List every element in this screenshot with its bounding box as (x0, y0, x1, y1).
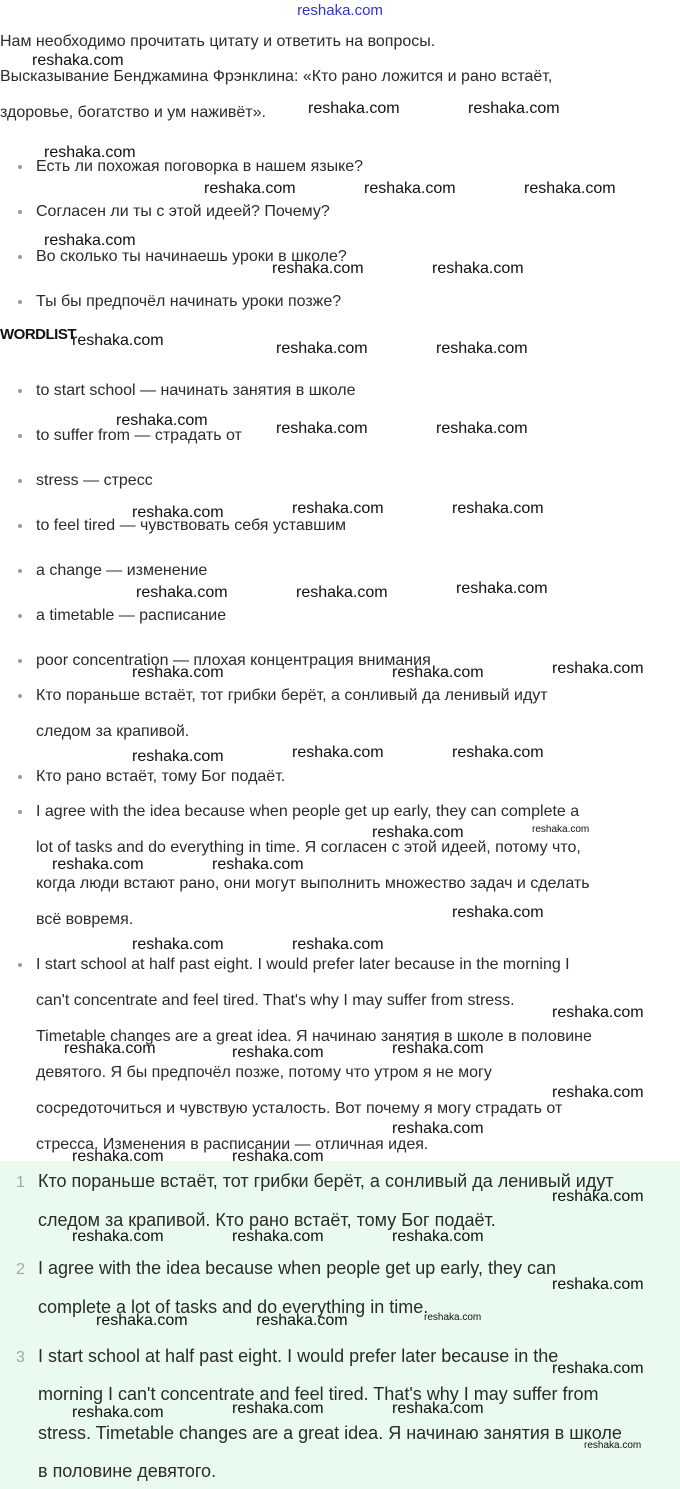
watermark-text: reshaka.com (456, 580, 548, 597)
watermark-text: reshaka.com (232, 1400, 324, 1417)
watermark-text: reshaka.com (552, 1004, 644, 1021)
final-answer-line: complete a lot of tasks and do everything in time. (38, 1297, 429, 1317)
watermark-text: reshaka.com (72, 1148, 164, 1165)
watermark-text: reshaka.com (256, 1312, 348, 1329)
watermark-text: reshaka.com (392, 664, 484, 681)
watermark-text: reshaka.com (392, 1228, 484, 1245)
bullet-icon (18, 434, 22, 438)
bullet-icon (18, 810, 22, 814)
bullet-icon (18, 479, 22, 483)
watermark-text: reshaka.com (552, 1188, 644, 1205)
watermark-text: reshaka.com (392, 1400, 484, 1417)
watermark-text: reshaka.com (296, 584, 388, 601)
final-answer-line: I agree with the idea because when people get up early, they can (38, 1258, 557, 1278)
watermark-text: reshaka.com (232, 1148, 324, 1165)
bullet-icon (18, 524, 22, 528)
watermark-text: reshaka.com (52, 856, 144, 873)
watermark-text: reshaka.com (364, 180, 456, 197)
bullet-icon (18, 963, 22, 967)
watermark-text: reshaka.com (232, 1044, 324, 1061)
watermark-text: reshaka.com (292, 936, 384, 953)
watermark-text: reshaka.com (72, 1228, 164, 1245)
watermark-text: reshaka.com (452, 744, 544, 761)
watermark-text: reshaka.com (372, 824, 464, 841)
final-answer-line: следом за крапивой. Кто рано встаёт, тому Бог подаёт. (38, 1210, 496, 1230)
watermark-text: reshaka.com (72, 1404, 164, 1421)
watermark-text: reshaka.com (392, 1040, 484, 1057)
watermark-text: reshaka.com (452, 904, 544, 921)
watermark-text: reshaka.com (436, 420, 528, 437)
watermark-text: reshaka.com (584, 1440, 642, 1451)
watermark-text: reshaka.com (232, 1228, 324, 1245)
bullet-icon (18, 694, 22, 698)
watermark-text: reshaka.com (452, 500, 544, 517)
watermark-text: reshaka.com (552, 1276, 644, 1293)
watermark-text: reshaka.com (436, 340, 528, 357)
watermark-text: reshaka.com (276, 420, 368, 437)
watermark-text: reshaka.com (136, 584, 228, 601)
bullet-icon (18, 775, 22, 779)
watermark-text: reshaka.com (276, 340, 368, 357)
watermark-text: reshaka.com (32, 52, 124, 69)
bullet-icon (18, 569, 22, 573)
watermark-text: reshaka.com (292, 744, 384, 761)
site-title-link[interactable]: reshaka.com (297, 2, 383, 19)
final-answer-line: morning I can't concentrate and feel tired. That's why I may suffer from (38, 1384, 599, 1404)
intro-line-2: Высказывание Бенджамина Фрэнклина: «Кто рано ложится и рано встаёт, (0, 68, 553, 85)
watermark-text: reshaka.com (552, 1360, 644, 1377)
final-answer-line: I start school at half past eight. I would prefer later because in the (38, 1346, 559, 1366)
watermark-text: reshaka.com (116, 412, 208, 429)
watermark-text: reshaka.com (132, 936, 224, 953)
watermark-text: reshaka.com (392, 1120, 484, 1137)
watermark-text: reshaka.com (468, 100, 560, 117)
watermark-text: reshaka.com (292, 500, 384, 517)
answer-number: 1 (16, 1174, 25, 1191)
bullet-icon (18, 255, 22, 259)
bullet-icon (18, 659, 22, 663)
watermark-text: reshaka.com (132, 504, 224, 521)
wordlist-heading: WORDLIST (0, 326, 76, 343)
watermark-text: reshaka.com (72, 332, 164, 349)
final-answer-line: в половине девятого. (38, 1461, 217, 1481)
final-answer-line: Кто пораньше встаёт, тот грибки берёт, а сонливый да ленивый идут (38, 1171, 614, 1191)
watermark-text: reshaka.com (272, 260, 364, 277)
watermark-text: reshaka.com (524, 180, 616, 197)
watermark-text: reshaka.com (212, 856, 304, 873)
answer-number: 3 (16, 1349, 25, 1366)
watermark-text: reshaka.com (96, 1312, 188, 1329)
bullet-icon (18, 165, 22, 169)
page: reshaka.com Нам необходимо прочитать цитату и ответить на вопросы. Высказывание Бенджамина Фрэнклина: «Кто рано ложится и рано встаёт, здоровье, богатство и ум наживёт». Есть ли похожая поговорка в нашем языке? Согласен ли ты с этой идеей? Почему? Во сколько ты начинаешь уроки в школе? Ты бы предпочёл начинать уроки позже? WORDLIST to start school — начинать занятия в школе to suffer from — страдать от stress — стресс to feel tired — чувствовать себя уставшим a change — изменение a timetable — расписание poor concentration — плохая концентрация внимания Кто пораньше встаёт, тот грибки берёт, а сонливый да ленивый идут следом за крапивой. Кто рано встаёт, тому Бог подаёт. I agree with the idea because when people get up early, they can complete a lot of tasks and do everything in time. Я согласен с этой идеей, потому что, когда люди встают рано, они могут выполнить множество задач и сделать всё вовремя. I start school at half past eight. I would prefer later because in the morning I can't concentrate and feel tired. That's why I may suffer from stress. Timetable changes are a great idea. Я начинаю занятия в школе в половине девятого. Я бы предпочёл позже, потому что утром я не могу сосредоточиться и чувствую усталость. Вот почему я могу страдать от стресса. Изменения в расписании — отличная идея. 1 Кто пораньше встаёт, тот грибки берёт, а сонливый да ленивый идут следом за крапивой. Кто рано встаёт, тому Бог подаёт. 2 I agree with the idea because when people get up early, they can complete a lot of tasks and do everything in time. 3 I start school at half past eight. I would prefer later because in the morning I can't concentrate and feel tired. That's why I may suffer from stress. Timetable changes are a great idea. Я начинаю занятия в школе в половине девятого. reshaka.com reshaka.com reshaka.com reshaka.com reshaka.com reshaka.com reshaka.com reshaka.com reshaka.com reshaka.com reshaka.com reshaka.com reshaka.com reshaka.com reshaka.com reshaka.com reshaka.com reshaka.com reshaka.com reshaka.com reshaka.com reshaka.com reshaka.com reshaka.com reshaka.com reshaka.com reshaka.com reshaka.com reshaka.com reshaka.com reshaka.com reshaka.com reshaka.com reshaka.com reshaka.com reshaka.com reshaka.com reshaka.com reshaka.com reshaka.com reshaka.com reshaka.com reshaka.com reshaka.com reshaka.com reshaka.com reshaka.com reshaka.com reshaka.com reshaka.com reshaka.com reshaka.com reshaka.com reshaka.com reshaka.com reshaka.com (0, 0, 680, 1489)
watermark-text: reshaka.com (132, 748, 224, 765)
bullet-icon (18, 389, 22, 393)
watermark-text: reshaka.com (204, 180, 296, 197)
watermark-text: reshaka.com (64, 1040, 156, 1057)
watermark-text: reshaka.com (44, 144, 136, 161)
watermark-text: reshaka.com (432, 260, 524, 277)
watermark-text: reshaka.com (552, 1084, 644, 1101)
watermark-text: reshaka.com (132, 664, 224, 681)
intro-line-1: Нам необходимо прочитать цитату и ответить на вопросы. (0, 33, 436, 50)
watermark-text: reshaka.com (424, 1312, 482, 1323)
watermark-text: reshaka.com (532, 824, 590, 835)
bullet-icon (18, 300, 22, 304)
bullet-icon (18, 210, 22, 214)
watermark-text: reshaka.com (44, 232, 136, 249)
intro-line-3: здоровье, богатство и ум наживёт». (0, 104, 266, 121)
answer-number: 2 (16, 1261, 25, 1278)
watermark-text: reshaka.com (552, 660, 644, 677)
final-answer-line: stress. Timetable changes are a great idea. Я начинаю занятия в школе (38, 1423, 622, 1443)
watermark-text: reshaka.com (308, 100, 400, 117)
bullet-icon (18, 614, 22, 618)
